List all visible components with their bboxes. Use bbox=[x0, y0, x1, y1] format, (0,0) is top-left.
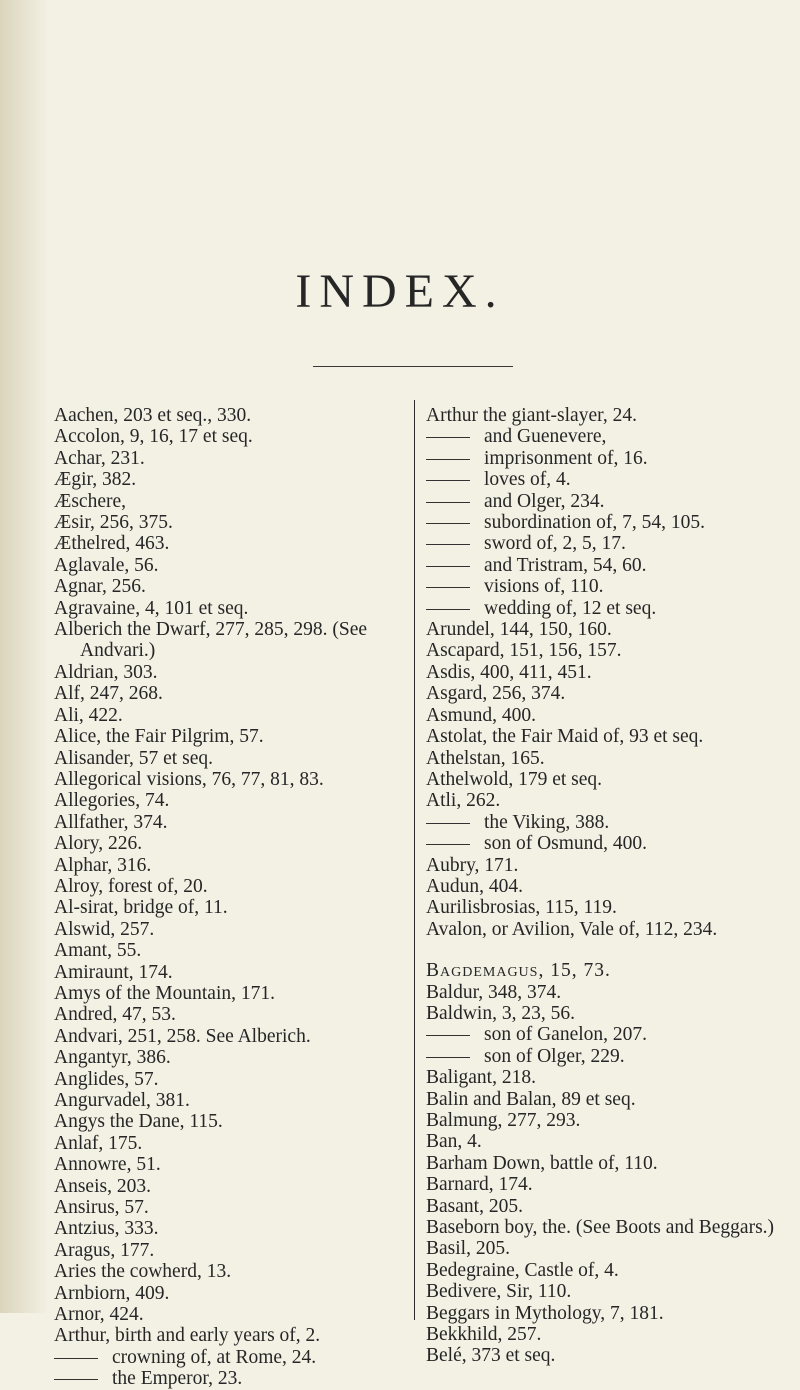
entry-text: Aachen, 203 et seq., 330. bbox=[54, 405, 252, 426]
entry-text: Aldrian, 303. bbox=[54, 661, 158, 683]
ditto-dash bbox=[426, 480, 470, 481]
entry-text: Asmund, 400. bbox=[426, 704, 536, 726]
entry-text: Allegories, 74. bbox=[54, 790, 170, 812]
entry-text: and Olger, 234. bbox=[484, 490, 605, 512]
index-subentry bbox=[426, 533, 788, 554]
entry-text: Barham Down, battle of, 110. bbox=[426, 1152, 658, 1174]
index-entry bbox=[54, 705, 374, 726]
entry-text: Alswid, 257. bbox=[54, 918, 155, 940]
index-entry bbox=[426, 705, 788, 726]
entry-text: Aglavale, 56. bbox=[54, 554, 159, 576]
entry-text: Asgard, 256, 374. bbox=[426, 683, 566, 705]
index-entry bbox=[426, 1217, 788, 1238]
index-entry bbox=[426, 855, 788, 876]
entry-text: Alice, the Fair Pilgrim, 57. bbox=[54, 726, 264, 748]
index-entry bbox=[54, 1240, 374, 1261]
index-entry bbox=[426, 640, 788, 661]
index-entry bbox=[54, 812, 374, 833]
entry-text: Alisander, 57 et seq. bbox=[54, 747, 213, 769]
ditto-dash bbox=[54, 1358, 98, 1359]
index-entry bbox=[426, 1131, 788, 1152]
index-entry bbox=[54, 619, 374, 662]
entry-text: Æthelred, 463. bbox=[54, 533, 170, 555]
entry-text: Andred, 47, 53. bbox=[54, 1004, 176, 1026]
section-gap bbox=[426, 940, 788, 960]
entry-text: Alf, 247, 268. bbox=[54, 683, 163, 705]
index-entry bbox=[54, 1026, 374, 1047]
index-entry bbox=[426, 726, 788, 747]
index-entry bbox=[54, 1004, 374, 1025]
index-entry bbox=[54, 876, 374, 897]
entry-text: Alroy, forest of, 20. bbox=[54, 875, 208, 897]
entry-text: Aurilisbrosias, 115, 119. bbox=[426, 897, 617, 919]
index-entry bbox=[426, 897, 788, 918]
entry-text: Aragus, 177. bbox=[54, 1239, 155, 1261]
index-subentry bbox=[54, 1368, 374, 1389]
entry-text: Basant, 205. bbox=[426, 1195, 523, 1217]
index-entry bbox=[426, 790, 788, 811]
entry-text: visions of, 110. bbox=[484, 576, 604, 598]
ditto-dash bbox=[426, 823, 470, 824]
index-entry bbox=[426, 748, 788, 769]
entry-text: Arundel, 144, 150, 160. bbox=[426, 619, 612, 641]
entry-text: Ægir, 382. bbox=[54, 469, 137, 491]
index-subentry bbox=[426, 491, 788, 512]
index-subentry bbox=[426, 812, 788, 833]
index-entry bbox=[54, 405, 374, 426]
entry-text: Allegorical visions, 76, 77, 81, 83. bbox=[54, 768, 324, 790]
entry-text: Agravaine, 4, 101 et seq. bbox=[54, 597, 249, 619]
index-column-right bbox=[426, 405, 788, 1367]
ditto-dash bbox=[426, 1057, 470, 1058]
entry-text: Avalon, or Avilion, Vale of, 112, 234. bbox=[426, 918, 718, 940]
entry-text: Athelwold, 179 et seq. bbox=[426, 768, 603, 790]
index-entry bbox=[426, 1324, 788, 1345]
index-entry bbox=[54, 1154, 374, 1175]
entry-text: Antzius, 333. bbox=[54, 1218, 159, 1240]
entry-text: and Tristram, 54, 60. bbox=[484, 554, 647, 576]
index-entry bbox=[426, 1345, 788, 1366]
entry-text: wedding of, 12 et seq. bbox=[484, 597, 657, 619]
entry-text: Ban, 4. bbox=[426, 1131, 482, 1153]
page-title: INDEX. bbox=[295, 265, 505, 318]
entry-text: Astolat, the Fair Maid of, 93 et seq. bbox=[426, 726, 704, 748]
index-entry bbox=[54, 1325, 374, 1346]
entry-text: Agnar, 256. bbox=[54, 576, 146, 598]
entry-text: son of Ganelon, 207. bbox=[484, 1024, 648, 1046]
page-edge-shading bbox=[0, 0, 48, 1313]
index-subentry bbox=[426, 1046, 788, 1067]
index-entry bbox=[54, 1069, 374, 1090]
entry-text: Basil, 205. bbox=[426, 1238, 510, 1260]
entry-text: crowning of, at Rome, 24. bbox=[112, 1346, 317, 1368]
entry-text: Annowre, 51. bbox=[54, 1154, 161, 1176]
index-entry bbox=[54, 1133, 374, 1154]
index-entry bbox=[54, 469, 374, 490]
ditto-dash bbox=[426, 437, 470, 438]
ditto-dash bbox=[426, 844, 470, 845]
entry-text: Baldwin, 3, 23, 56. bbox=[426, 1002, 575, 1024]
ditto-dash bbox=[54, 1379, 98, 1380]
entry-text: Achar, 231. bbox=[54, 447, 145, 469]
entry-text: Angurvadel, 381. bbox=[54, 1090, 190, 1111]
entry-text: Arnor, 424. bbox=[54, 1304, 144, 1326]
index-entry bbox=[54, 491, 374, 512]
index-entry bbox=[54, 533, 374, 554]
ditto-dash bbox=[426, 609, 470, 610]
index-entry bbox=[426, 405, 788, 426]
index-entry bbox=[54, 1197, 374, 1218]
index-entry bbox=[54, 1218, 374, 1239]
index-entry bbox=[426, 1110, 788, 1131]
index-entry bbox=[54, 1304, 374, 1325]
index-entry bbox=[426, 1153, 788, 1174]
index-entry bbox=[54, 790, 374, 811]
entry-text: Belé, 373 et seq. bbox=[426, 1345, 556, 1367]
entry-text: sword of, 2, 5, 17. bbox=[484, 533, 626, 555]
entry-text: Andvari, 251, 258. See Alberich. bbox=[54, 1025, 311, 1047]
index-entry bbox=[54, 1261, 374, 1282]
index-subentry bbox=[426, 576, 788, 597]
index-entry bbox=[54, 897, 374, 918]
index-entry bbox=[54, 726, 374, 747]
entry-text: Bedegraine, Castle of, 4. bbox=[426, 1259, 619, 1281]
entry-text: imprisonment of, 16. bbox=[484, 447, 648, 469]
entry-text: Athelstan, 165. bbox=[426, 747, 545, 769]
entry-text: Al-sirat, bridge of, 11. bbox=[54, 897, 228, 919]
index-entry bbox=[54, 598, 374, 619]
index-entry bbox=[426, 1196, 788, 1217]
index-entry bbox=[54, 855, 374, 876]
ditto-dash bbox=[426, 523, 470, 524]
index-entry bbox=[426, 1281, 788, 1302]
index-entry bbox=[54, 426, 374, 447]
index-entry bbox=[426, 1067, 788, 1088]
entry-text: Æsir, 256, 375. bbox=[54, 512, 173, 534]
entry-text: Ali, 422. bbox=[54, 704, 123, 726]
entry-text: Alberich the Dwarf, 277, 285, 298. (See Andvari.) bbox=[54, 619, 367, 662]
index-entry bbox=[54, 448, 374, 469]
entry-text: Arnbiorn, 409. bbox=[54, 1282, 170, 1304]
index-entry bbox=[54, 683, 374, 704]
index-subentry bbox=[426, 555, 788, 576]
entry-text: Baligant, 218. bbox=[426, 1067, 536, 1089]
entry-text: Atli, 262. bbox=[426, 790, 501, 812]
entry-text: Bedivere, Sir, 110. bbox=[426, 1281, 572, 1303]
index-subentry bbox=[426, 512, 788, 533]
index-entry bbox=[426, 1089, 788, 1110]
index-entry bbox=[54, 576, 374, 597]
index-entry bbox=[426, 1238, 788, 1259]
entry-text: Æschere, bbox=[54, 490, 127, 512]
index-entry bbox=[426, 619, 788, 640]
entry-text: Amys of the Mountain, 171. bbox=[54, 982, 275, 1004]
entry-text: Anseis, 203. bbox=[54, 1175, 151, 1197]
index-entry bbox=[426, 769, 788, 790]
index-subentry bbox=[426, 426, 788, 447]
index-column-left bbox=[54, 405, 374, 1390]
entry-text: Ansirus, 57. bbox=[54, 1197, 149, 1219]
entry-text: Aubry, 171. bbox=[426, 854, 519, 876]
entry-text: Audun, 404. bbox=[426, 875, 523, 897]
index-subentry bbox=[426, 833, 788, 854]
index-entry bbox=[54, 1283, 374, 1304]
index-entry bbox=[54, 833, 374, 854]
entry-text: the Emperor, 23. bbox=[112, 1368, 243, 1390]
ditto-dash bbox=[426, 544, 470, 545]
index-entry bbox=[426, 919, 788, 940]
entry-text: Beggars in Mythology, 7, 181. bbox=[426, 1302, 664, 1324]
ditto-dash bbox=[426, 587, 470, 588]
index-entry bbox=[54, 512, 374, 533]
entry-text: Bekkhild, 257. bbox=[426, 1324, 542, 1346]
entry-text: Angys the Dane, 115. bbox=[54, 1111, 223, 1133]
ditto-dash bbox=[426, 566, 470, 567]
entry-text: Asdis, 400, 411, 451. bbox=[426, 661, 592, 683]
index-entry bbox=[426, 1174, 788, 1195]
index-entry bbox=[426, 982, 788, 1003]
entry-text: Angantyr, 386. bbox=[54, 1047, 171, 1069]
entry-text: Ascapard, 151, 156, 157. bbox=[426, 640, 622, 662]
index-subentry bbox=[54, 1347, 374, 1368]
index-entry bbox=[54, 1047, 374, 1068]
entry-text: Anlaf, 175. bbox=[54, 1132, 143, 1154]
index-entry bbox=[426, 662, 788, 683]
entry-text: Balmung, 277, 293. bbox=[426, 1110, 581, 1131]
index-entry bbox=[54, 1111, 374, 1132]
index-entry bbox=[54, 940, 374, 961]
entry-text: Anglides, 57. bbox=[54, 1068, 159, 1090]
index-entry bbox=[54, 662, 374, 683]
index-entry bbox=[54, 748, 374, 769]
entry-text: Arthur the giant-slayer, 24. bbox=[426, 405, 637, 426]
index-entry bbox=[426, 960, 788, 981]
entry-text: the Viking, 388. bbox=[484, 811, 610, 833]
index-entry bbox=[54, 555, 374, 576]
index-entry bbox=[426, 876, 788, 897]
entry-text: subordination of, 7, 54, 105. bbox=[484, 512, 705, 534]
ditto-dash bbox=[426, 502, 470, 503]
entry-text: Allfather, 374. bbox=[54, 811, 168, 833]
index-subentry bbox=[426, 448, 788, 469]
index-subentry bbox=[426, 469, 788, 490]
entry-text: Aries the cowherd, 13. bbox=[54, 1261, 232, 1283]
ditto-dash bbox=[426, 459, 470, 460]
index-entry bbox=[54, 1090, 374, 1111]
index-entry bbox=[54, 919, 374, 940]
index-entry bbox=[54, 962, 374, 983]
index-entry bbox=[426, 1303, 788, 1324]
index-entry bbox=[426, 1260, 788, 1281]
entry-text: Balin and Balan, 89 et seq. bbox=[426, 1088, 636, 1110]
index-subentry bbox=[426, 1024, 788, 1045]
entry-text: Amant, 55. bbox=[54, 940, 142, 962]
index-entry bbox=[426, 683, 788, 704]
column-divider bbox=[414, 400, 415, 1320]
entry-text: Baldur, 348, 374. bbox=[426, 981, 562, 1003]
entry-text: Alory, 226. bbox=[54, 833, 143, 855]
entry-text: Amiraunt, 174. bbox=[54, 961, 173, 983]
entry-text: Arthur, birth and early years of, 2. bbox=[54, 1325, 321, 1347]
entry-text: Alphar, 316. bbox=[54, 854, 152, 876]
index-subentry bbox=[426, 598, 788, 619]
entry-text: loves of, 4. bbox=[484, 469, 571, 491]
entry-text: and Guenevere, bbox=[484, 426, 607, 448]
ditto-dash bbox=[426, 1035, 470, 1036]
entry-text: son of Osmund, 400. bbox=[484, 833, 648, 855]
title-rule bbox=[313, 366, 513, 367]
index-entry bbox=[54, 769, 374, 790]
entry-text: Baseborn boy, the. (See Boots and Beggars.) bbox=[426, 1217, 775, 1239]
entry-text: son of Olger, 229. bbox=[484, 1045, 625, 1067]
index-entry bbox=[54, 983, 374, 1004]
index-entry bbox=[426, 1003, 788, 1024]
entry-text: Accolon, 9, 16, 17 et seq. bbox=[54, 426, 253, 448]
entry-text: Barnard, 174. bbox=[426, 1174, 533, 1196]
index-entry bbox=[54, 1176, 374, 1197]
entry-text: Bagdemagus, 15, 73. bbox=[426, 960, 611, 982]
